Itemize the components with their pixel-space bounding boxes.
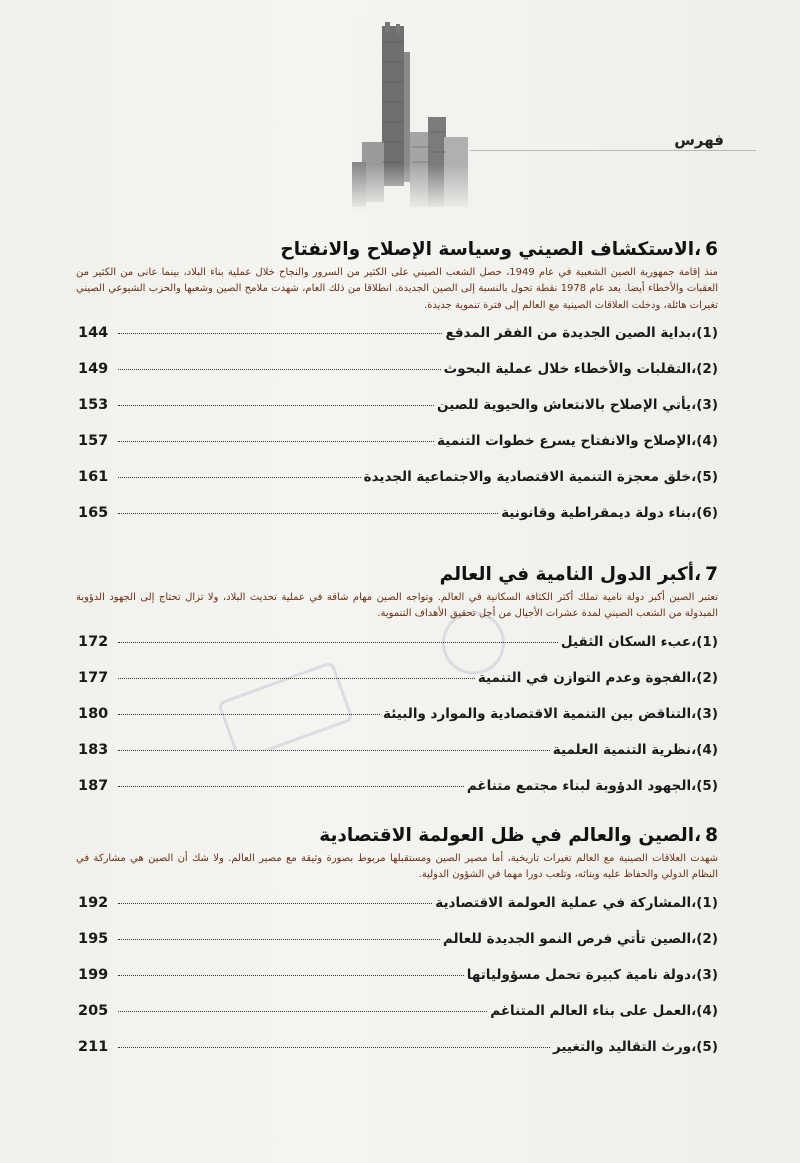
toc-entry-num: (5)	[696, 1038, 718, 1055]
section-intro: شهدت العلاقات الصينية مع العالم تغيرات تاريخية، أما مصير الصين ومستقبلها مربوط بصورة وثيقة مع مصير العالم. ولا شك أن الصين هي مشاركة في النظام الدولي والحفاظ عليه وبنائه، وتلعب دورا مهما في الشؤون الدولية.	[76, 853, 718, 881]
section-title-sep: ،	[694, 564, 702, 585]
toc-entry-sep: ،	[691, 633, 697, 650]
toc-entry-sep: ،	[691, 360, 697, 377]
dot-leader	[118, 405, 434, 406]
toc-entry-sep: ،	[691, 396, 697, 413]
toc-page-number: 144	[78, 324, 109, 341]
section-title-text: أكبر الدول النامية في العالم	[439, 564, 695, 585]
toc-entry[interactable]	[78, 706, 718, 742]
toc-entry-label: بداية الصين الجديدة من الفقر المدقع	[445, 324, 692, 341]
toc-page-number: 161	[78, 468, 109, 485]
toc-section-7	[78, 562, 718, 814]
toc-entry[interactable]	[78, 505, 718, 541]
toc-entry-label: العمل على بناء العالم المتناغم	[490, 1002, 692, 1019]
toc-entries	[78, 634, 718, 814]
toc-page-number: 177	[78, 669, 109, 686]
toc-entry-num: (2)	[696, 930, 718, 947]
toc-entry-label: التقلبات والأخطاء خلال عملية البحوث	[443, 360, 692, 377]
toc-entry-sep: ،	[691, 1002, 697, 1019]
city-skyline-image	[352, 22, 472, 212]
toc-entry-sep: ،	[691, 1038, 697, 1055]
toc-page-number: 172	[78, 633, 109, 650]
toc-entry-label: ورث التقاليد والتغيير	[552, 1038, 692, 1055]
toc-entry-label: خلق معجزة التنمية الاقتصادية والاجتماعية الجديدة	[363, 468, 692, 485]
section-title-text: الصين والعالم في ظل العولمة الاقتصادية	[319, 825, 695, 846]
toc-entry-num: (1)	[696, 894, 718, 911]
header-divider	[470, 150, 756, 151]
dot-leader	[118, 939, 440, 940]
dot-leader	[118, 786, 464, 787]
toc-entry-num: (6)	[696, 504, 718, 521]
toc-entry-sep: ،	[691, 504, 697, 521]
toc-entries	[78, 325, 718, 541]
toc-entry-sep: ،	[691, 741, 697, 758]
toc-section-8	[78, 823, 718, 1075]
page-title: فهرس	[674, 131, 724, 149]
toc-entry[interactable]	[78, 778, 718, 814]
dot-leader	[118, 642, 558, 643]
toc-entry-num: (3)	[696, 966, 718, 983]
toc-entry-num: (5)	[696, 777, 718, 794]
toc-entry[interactable]	[78, 967, 718, 1003]
section-title-sep: ،	[694, 825, 702, 846]
section-title	[78, 562, 718, 588]
toc-page-number: 157	[78, 432, 109, 449]
section-intro: منذ إقامة جمهورية الصين الشعبية في عام 1949، حصل الشعب الصيني على الكثير من السرور والنجاح خلال عملية بناء البلاد، بينما عانى من الكثير من العقبات والأخطاء أيضا. يعد عام 1978 نقطة تحول بالنسبة إلى الصين الجديدة. انطلاقا من ذلك العام، شهدت ملامح الصين وشعبها والحزب الشيوعي الصيني تغيرات هائلة، ودخلت العلاقات الصينية مع العالم إلى فترة تنموية جديدة.	[76, 267, 719, 311]
toc-entry-label: نظرية التنمية العلمية	[552, 741, 692, 758]
dot-leader	[118, 750, 550, 751]
toc-entry[interactable]	[78, 433, 718, 469]
toc-entry-num: (1)	[696, 633, 718, 650]
toc-entry-label: يأتي الإصلاح بالانتعاش والحيوية للصين	[437, 396, 692, 413]
toc-entry-label: دولة نامية كبيرة تحمل مسؤولياتها	[466, 966, 692, 983]
toc-page-number: 195	[78, 930, 109, 947]
toc-entry-num: (2)	[696, 360, 718, 377]
dot-leader	[118, 369, 441, 370]
dot-leader	[118, 975, 464, 976]
section-intro: تعتبر الصين أكبر دولة نامية تملك أكثر الكثافة السكانية في العالم. وتواجه الصين مهام شاقة في عملية تحديث البلاد، ولا تزال تحتاج إلى الجهود الدؤوبة المبذولة من الشعب الصيني لمدة عشرات الأجيال من أجل تحقيق الأهداف التنموية.	[76, 592, 718, 620]
toc-entry-sep: ،	[691, 966, 697, 983]
toc-entry-sep: ،	[691, 777, 697, 794]
toc-entry-label: بناء دولة ديمقراطية وقانونية	[501, 504, 692, 521]
toc-entry[interactable]	[78, 670, 718, 706]
toc-entry-num: (3)	[696, 705, 718, 722]
dot-leader	[118, 513, 498, 514]
toc-entry-label: الفجوة وعدم التوازن في التنمية	[477, 669, 692, 686]
toc-entry-num: (4)	[696, 432, 718, 449]
toc-entry[interactable]	[78, 634, 718, 670]
toc-entry-num: (5)	[696, 468, 718, 485]
section-number: 6	[705, 239, 718, 260]
section-title	[78, 823, 718, 849]
section-title-text: الاستكشاف الصيني وسياسة الإصلاح والانفتاح	[280, 239, 695, 260]
dot-leader	[118, 1011, 487, 1012]
section-number: 7	[705, 564, 718, 585]
toc-entry-num: (1)	[696, 324, 718, 341]
toc-page-number: 149	[78, 360, 109, 377]
toc-page-number: 187	[78, 777, 109, 794]
toc-entry[interactable]	[78, 397, 718, 433]
toc-entry[interactable]	[78, 325, 718, 361]
dot-leader	[118, 714, 380, 715]
dot-leader	[118, 678, 475, 679]
toc-page-number: 192	[78, 894, 109, 911]
section-title	[78, 237, 718, 263]
toc-page-number: 165	[78, 504, 109, 521]
dot-leader	[118, 903, 432, 904]
toc-page-number: 153	[78, 396, 109, 413]
toc-entry-sep: ،	[691, 930, 697, 947]
toc-entry-num: (4)	[696, 1002, 718, 1019]
toc-entries	[78, 895, 718, 1075]
toc-entry[interactable]	[78, 469, 718, 505]
toc-entry-sep: ،	[691, 705, 697, 722]
toc-entry[interactable]	[78, 742, 718, 778]
toc-entry[interactable]	[78, 1003, 718, 1039]
toc-section-6	[78, 237, 718, 541]
toc-entry[interactable]	[78, 1039, 718, 1075]
toc-entry[interactable]	[78, 361, 718, 397]
toc-entry-label: التناقض بين التنمية الاقتصادية والموارد والبيئة	[383, 705, 692, 722]
toc-entry-num: (2)	[696, 669, 718, 686]
toc-entry-sep: ،	[691, 468, 697, 485]
section-number: 8	[705, 825, 718, 846]
toc-page-number: 180	[78, 705, 109, 722]
toc-entry-label: الجهود الدؤوبة لبناء مجتمع متناغم	[466, 777, 692, 794]
toc-page-number: 205	[78, 1002, 109, 1019]
dot-leader	[118, 441, 434, 442]
dot-leader	[118, 333, 442, 334]
toc-entry-sep: ،	[691, 324, 697, 341]
toc-entry-sep: ،	[691, 669, 697, 686]
section-title-sep: ،	[694, 239, 702, 260]
toc-entry-label: عبء السكان الثقيل	[560, 633, 692, 650]
toc-entry-num: (4)	[696, 741, 718, 758]
toc-page-number: 199	[78, 966, 109, 983]
toc-entry[interactable]	[78, 931, 718, 967]
dot-leader	[118, 477, 361, 478]
toc-entry-label: الإصلاح والانفتاح يسرع خطوات التنمية	[437, 432, 692, 449]
toc-entry-label: الصين تأتي فرص النمو الجديدة للعالم	[442, 930, 692, 947]
toc-page-number: 211	[78, 1038, 109, 1055]
toc-page-number: 183	[78, 741, 109, 758]
toc-entry-label: المشاركة في عملية العولمة الاقتصادية	[435, 894, 692, 911]
dot-leader	[118, 1047, 550, 1048]
toc-entry[interactable]	[78, 895, 718, 931]
toc-entry-num: (3)	[696, 396, 718, 413]
toc-entry-sep: ،	[691, 432, 697, 449]
toc-entry-sep: ،	[691, 894, 697, 911]
